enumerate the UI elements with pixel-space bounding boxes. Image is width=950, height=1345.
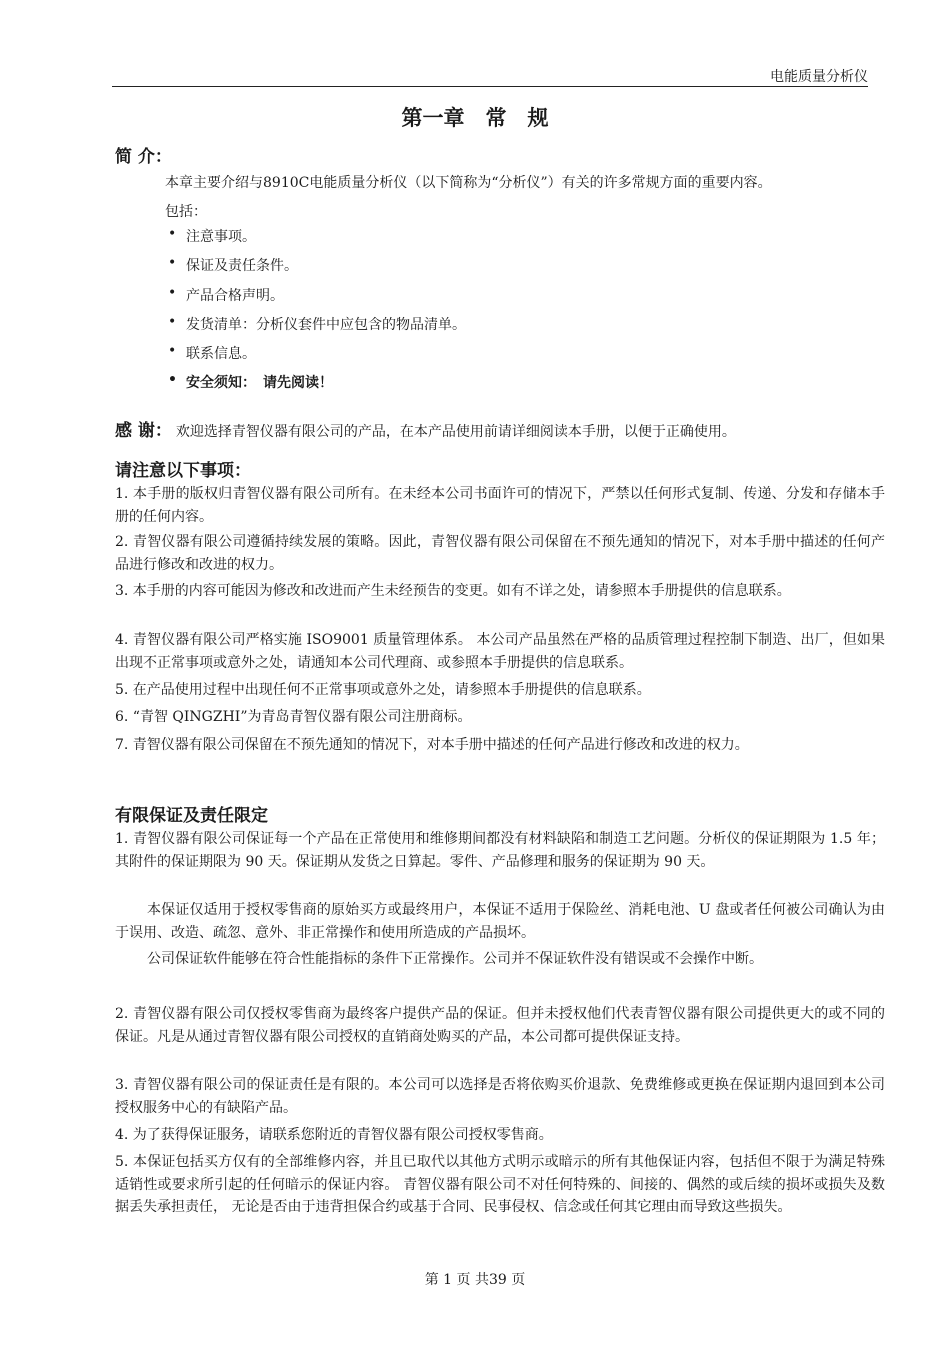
notice-item: 7. 青智仪器有限公司保留在不预先通知的情况下，对本手册中描述的任何产品进行修改和改进的权力。 xyxy=(115,737,749,753)
header-title: 电能质量分析仪 xyxy=(770,69,868,85)
bullet-symbol: • xyxy=(168,372,177,389)
thanks-label: 感 谢： xyxy=(115,421,172,441)
notice-item: 4. 青智仪器有限公司严格实施 ISO9001 质量管理体系。 本公司产品虽然在严格的品质管理过程控制下制造、出厂，但如果出现不正常事项或意外之处，请通知本公司代理商、或参照本手册提供的信息联系。 xyxy=(115,632,885,671)
thanks-line xyxy=(115,416,736,441)
bullet-symbol: • xyxy=(168,284,177,301)
notice-item: 5. 在产品使用过程中出现任何不正常事项或意外之处，请参照本手册提供的信息联系。 xyxy=(115,682,651,698)
warranty-paragraph-1b: 本保证仅适用于授权零售商的原始买方或最终用户，本保证不适用于保险丝、消耗电池、U 盘或者任何被公司确认为由于误用、改造、疏忽、意外、非正常操作和使用所造成的产品损坏。 xyxy=(115,902,885,941)
notice-item: 3. 本手册的内容可能因为修改和改进而产生未经预告的变更。如有不详之处，请参照本手册提供的信息联系。 xyxy=(115,583,791,599)
warranty-paragraph-1: 1. 青智仪器有限公司保证每一个产品在正常使用和维修期间都没有材料缺陷和制造工艺问题。分析仪的保证期限为 1.5 年；其附件的保证期限为 90 天。保证期从发货之日算起。零件、产品修理和服务的保证期为 90 天。 xyxy=(115,831,885,870)
bullet-symbol: • xyxy=(168,255,177,272)
bullet-symbol: • xyxy=(168,343,177,360)
warranty-paragraph-3: 3. 青智仪器有限公司的保证责任是有限的。本公司可以选择是否将依购买价退款、免费维修或更换在保证期内退回到本公司授权服务中心的有缺陷产品。 xyxy=(115,1077,885,1116)
intro-including: 包括： xyxy=(165,204,207,220)
page-footer: 第 1 页 共39 页 xyxy=(424,1272,526,1288)
list-item-safety xyxy=(168,372,466,401)
thanks-text: 欢迎选择青智仪器有限公司的产品，在本产品使用前请详细阅读本手册，以便于正确使用。 xyxy=(175,424,736,440)
chapter-title: 第一章 常 规 xyxy=(401,105,549,130)
notice-item: 2. 青智仪器有限公司遵循持续发展的策略。因此，青智仪器有限公司保留在不预先通知的情况下，对本手册中描述的任何产品进行修改和改进的权力。 xyxy=(115,534,885,573)
list-item-text: 注意事项。 xyxy=(186,229,256,245)
warranty-paragraph-4: 4. 为了获得保证服务，请联系您附近的青智仪器有限公司授权零售商。 xyxy=(115,1127,553,1143)
list-item-text: 产品合格声明。 xyxy=(186,287,284,304)
header-rule xyxy=(112,86,868,87)
warranty-heading: 有限保证及责任限定 xyxy=(115,806,268,826)
warranty-paragraph-1c: 公司保证软件能够在符合性能指标的条件下正常操作。公司并不保证软件没有错误或不会操作中断。 xyxy=(147,951,763,967)
list-item-text: 保证及责任条件。 xyxy=(186,258,298,275)
list-item xyxy=(168,255,466,284)
intro-list xyxy=(168,226,466,402)
warranty-paragraph-5: 5. 本保证包括买方仅有的全部维修内容，并且已取代以其他方式明示或暗示的所有其他保证内容，包括但不限于为满足特殊适销性或要求所引起的任何暗示的保证内容。 青智仪器有限公司不对任何特殊的、间接的、偶然的或后续的损坏或损失及数据丢失承担责任， 无论是否由于违背担保合约或基于合同、民事侵权、信念或任何其它理由而导致这些损失。 xyxy=(115,1154,885,1215)
intro-heading: 简 介： xyxy=(115,147,172,167)
list-item xyxy=(168,343,466,372)
list-item xyxy=(168,314,466,343)
list-item xyxy=(168,226,466,255)
notice-item: 1. 本手册的版权归青智仪器有限公司所有。在未经本公司书面许可的情况下，严禁以任何形式复制、传递、分发和存储本手册的任何内容。 xyxy=(115,486,885,525)
list-item-text: 安全须知： 请先阅读！ xyxy=(186,375,333,392)
bullet-symbol: • xyxy=(168,313,177,330)
warranty-paragraph-2: 2. 青智仪器有限公司仅授权零售商为最终客户提供产品的保证。但并未授权他们代表青智仪器有限公司提供更大的或不同的保证。凡是从通过青智仪器有限公司授权的直销商处购买的产品，本公司都可提供保证支持。 xyxy=(115,1006,885,1045)
bullet-symbol: • xyxy=(168,226,177,242)
notice-heading: 请注意以下事项： xyxy=(115,461,251,481)
list-item-text: 发货清单：分析仪套件中应包含的物品清单。 xyxy=(186,316,466,333)
intro-text: 本章主要介绍与8910C电能质量分析仪（以下简称为“分析仪”）有关的许多常规方面的重要内容。 xyxy=(165,175,772,191)
list-item-text: 联系信息。 xyxy=(186,346,256,363)
notice-item: 6. “青智 QINGZHI”为青岛青智仪器有限公司注册商标。 xyxy=(115,709,472,725)
list-item xyxy=(168,285,466,314)
